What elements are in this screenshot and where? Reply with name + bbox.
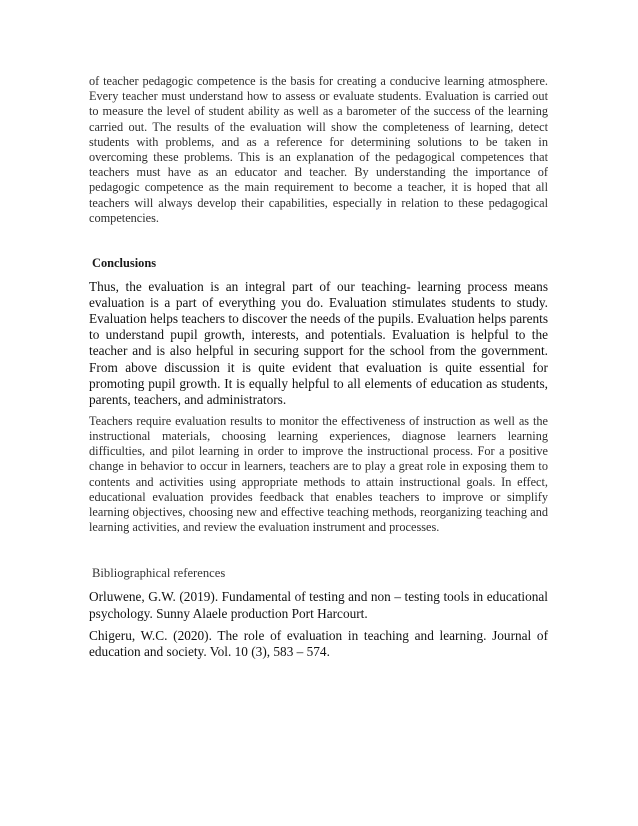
conclusions-heading: Conclusions [92, 256, 157, 271]
references-heading: Bibliographical references [92, 566, 226, 581]
reference-item: Orluwene, G.W. (2019). Fundamental of testing and non – testing tools in educational psychology. Sunny Alaele production Port Harcourt. [89, 589, 548, 621]
conclusion-paragraph-2: Teachers require evaluation results to monitor the effectiveness of instruction as well as the instructional materials, choosing learning experiences, diagnose learners learning difficulties, and pilot learning in order to improve the instructional process. For a positive change in behavior to occur in learners, teachers are to play a great role in exposing them to contents and activities using appropriate methods to attain instructional goals. In effect, educational evaluation provides feedback that enables teachers to improve or simplify learning objectives, choosing new and effective teaching methods, reorganizing teaching and learning activities, and review the evaluation instrument and processes. [89, 413, 548, 535]
reference-item: Chigeru, W.C. (2020). The role of evaluation in teaching and learning. Journal of education and society. Vol. 10 (3), 583 – 574. [89, 627, 548, 659]
document-body [89, 74, 548, 660]
intro-paragraph: of teacher pedagogic competence is the basis for creating a conducive learning atmosphere. Every teacher must understand how to assess or evaluate students. Evaluation is carried out to measure the level of student ability as well as a barometer of the success of the learning carried out. The results of the evaluation will show the completeness of learning, detect students with problems, and as a reference for determining solutions to be taken in overcoming these problems. This is an explanation of the pedagogical competences that teachers must have as an educator and teacher. By understanding the importance of pedagogic competence as the main requirement to become a teacher, it is hoped that all teachers will always develop their capabilities, especially in relation to these pedagogical competencies. [89, 74, 548, 225]
conclusion-paragraph-1: Thus, the evaluation is an integral part of our teaching- learning process means evaluation is a part of everything you do. Evaluation stimulates students to study. Evaluation helps teachers to discover the needs of the pupils. Evaluation helps parents to understand pupil growth, interests, and potentials. Evaluation is helpful to the teacher and is also helpful in securing support for the school from the government. From above discussion it is quite evident that evaluation is quite essential for promoting pupil growth. It is equally helpful to all elements of education as students, parents, teachers, and administrators. [89, 279, 548, 407]
